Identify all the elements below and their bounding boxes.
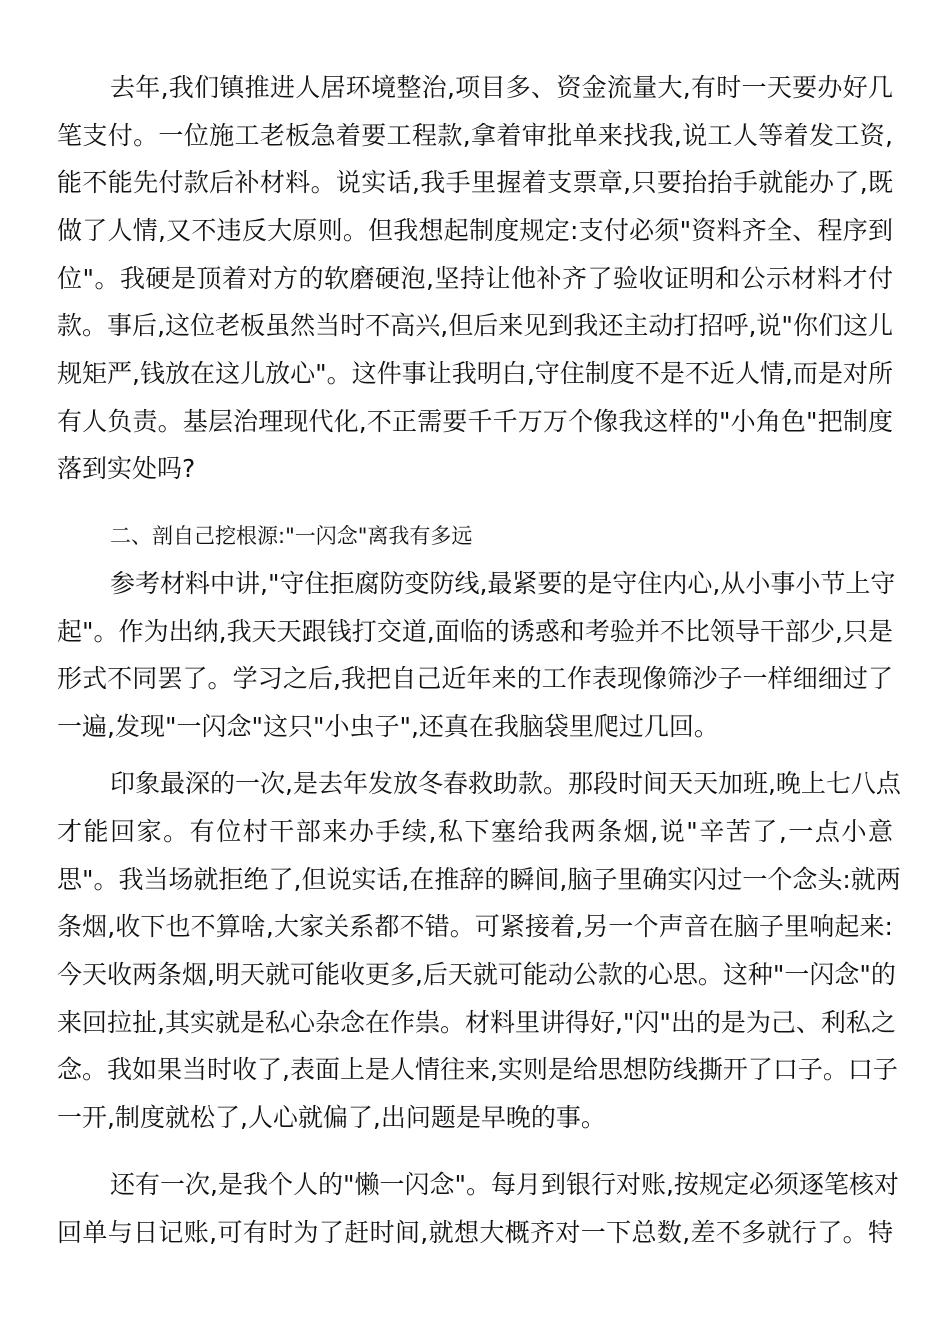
- paragraph-3-line-8: 一开,制度就松了,人心就偏了,出问题是早晚的事。: [57, 1103, 606, 1132]
- paragraph-3-line-4: 条烟,收下也不算啥,大家关系都不错。可紧接着,另一个声音在脑子里响起来:: [57, 912, 893, 941]
- paragraph-1-line-5: 位"。我硬是顶着对方的软磨硬泡,坚持让他补齐了验收证明和公示材料才付: [57, 264, 893, 293]
- paragraph-3-line-5: 今天收两条烟,明天就可能收更多,后天就可能动公款的心思。这种"一闪念"的: [57, 960, 896, 989]
- paragraph-1-line-6: 款。事后,这位老板虽然当时不高兴,但后来见到我还主动打招呼,说"你们这儿: [57, 311, 893, 340]
- paragraph-1-line-7: 规矩严,钱放在这儿放心"。这件事让我明白,守住制度不是不近人情,而是对所: [57, 359, 893, 388]
- paragraph-2-line-1: 参考材料中讲,"守住拒腐防变防线,最紧要的是守住内心,从小事小节上守: [110, 569, 896, 598]
- paragraph-3-line-2: 才能回家。有位村干部来办手续,私下塞给我两条烟,说"辛苦了,一点小意: [57, 817, 893, 846]
- paragraph-3-line-1: 印象最深的一次,是去年发放冬春救助款。那段时间天天加班,晚上七八点: [110, 769, 901, 798]
- paragraph-4-line-1: 还有一次,是我个人的"懒一闪念"。每月到银行对账,按规定必须逐笔核对: [110, 1170, 899, 1199]
- paragraph-1-line-4: 做了人情,又不违反大原则。但我想起制度规定:支付必须"资料齐全、程序到: [57, 216, 893, 245]
- paragraph-3-line-7: 念。我如果当时收了,表面上是人情往来,实则是给思想防线撕开了口子。口子: [57, 1055, 898, 1084]
- paragraph-4-line-2: 回单与日记账,可有时为了赶时间,就想大概齐对一下总数,差不多就行了。特: [57, 1218, 893, 1247]
- paragraph-3-line-6: 来回拉扯,其实就是私心杂念在作祟。材料里讲得好,"闪"出的是为己、利私之: [57, 1008, 896, 1037]
- paragraph-1-line-9: 落到实处吗?: [57, 454, 196, 483]
- paragraph-1-line-3: 能不能先付款后补材料。说实话,我手里握着支票章,只要抬抬手就能办了,既: [57, 168, 893, 197]
- paragraph-2-line-4: 一遍,发现"一闪念"这只"小虫子",还真在我脑袋里爬过几回。: [57, 712, 719, 741]
- paragraph-1-line-1: 去年,我们镇推进人居环境整治,项目多、资金流量大,有时一天要办好几: [110, 73, 893, 102]
- paragraph-2-line-3: 形式不同罢了。学习之后,我把自己近年来的工作表现像筛沙子一样细细过了: [57, 664, 893, 693]
- paragraph-2-line-2: 起"。作为出纳,我天天跟钱打交道,面临的诱惑和考验并不比领导干部少,只是: [57, 617, 893, 646]
- paragraph-3-line-3: 思"。我当场就拒绝了,但说实话,在推辞的瞬间,脑子里确实闪过一个念头:就两: [57, 865, 901, 894]
- section-heading: 二、剖自己挖根源:"一闪念"离我有多远: [110, 524, 473, 548]
- paragraph-1-line-8: 有人负责。基层治理现代化,不正需要千千万万个像我这样的"小角色"把制度: [57, 407, 893, 436]
- paragraph-1-line-2: 笔支付。一位施工老板急着要工程款,拿着审批单来找我,说工人等着发工资,: [57, 121, 893, 150]
